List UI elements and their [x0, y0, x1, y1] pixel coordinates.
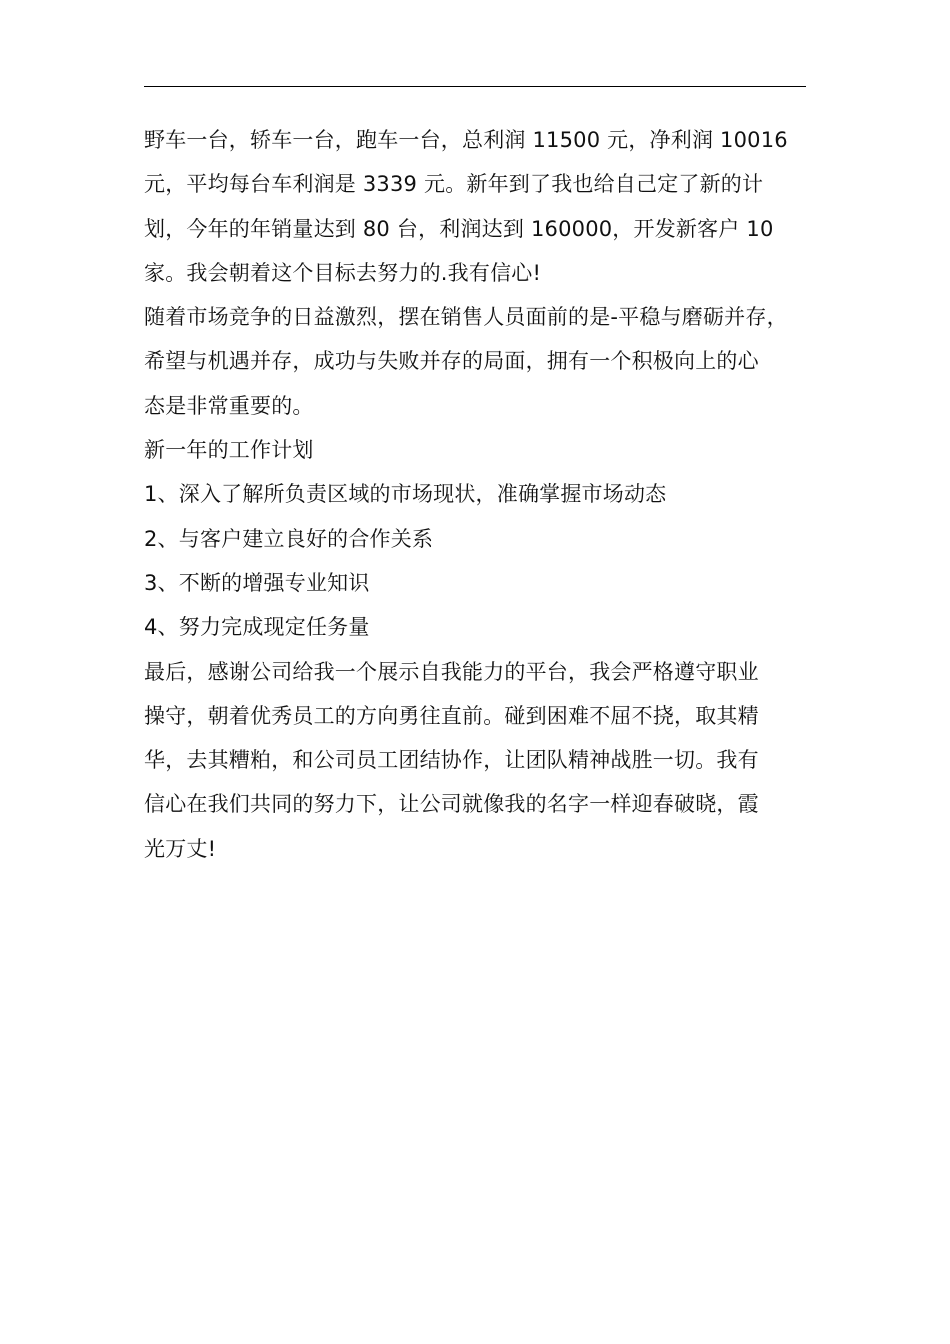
paragraph-line: 元，平均每台车利润是 3339 元。新年到了我也给自己定了新的计: [144, 172, 764, 197]
header-rule: [144, 86, 806, 87]
paragraph-line: 操守，朝着优秀员工的方向勇往直前。碰到困难不屈不挠，取其精: [144, 703, 759, 728]
paragraph-line: 最后，感谢公司给我一个展示自我能力的平台，我会严格遵守职业: [144, 659, 759, 684]
paragraph-line: 家。我会朝着这个目标去努力的.我有信心!: [144, 260, 542, 285]
paragraph-line: 光万丈!: [144, 836, 217, 861]
paragraph-line: 随着市场竞争的日益激烈，摆在销售人员面前的是-平稳与磨砺并存，: [144, 305, 788, 330]
plan-item-1: 1、深入了解所负责区域的市场现状，准确掌握市场动态: [144, 482, 667, 507]
plan-item-4: 4、努力完成现定任务量: [144, 615, 370, 640]
paragraph-line: 信心在我们共同的努力下，让公司就像我的名字一样迎春破晓，霞: [144, 792, 759, 817]
paragraph-line: 划，今年的年销量达到 80 台，利润达到 160000，开发新客户 10: [144, 216, 774, 241]
document-body: [144, 118, 808, 871]
paragraph-line: 态是非常重要的。: [144, 393, 314, 418]
paragraph-line: 华，去其糟粕，和公司员工团结协作，让团队精神战胜一切。我有: [144, 748, 759, 773]
section-heading: 新一年的工作计划: [144, 438, 314, 463]
plan-item-3: 3、不断的增强专业知识: [144, 570, 370, 595]
paragraph-line: 希望与机遇并存，成功与失败并存的局面，拥有一个积极向上的心: [144, 349, 759, 374]
plan-item-2: 2、与客户建立良好的合作关系: [144, 526, 434, 551]
paragraph-line: 野车一台，轿车一台，跑车一台，总利润 11500 元，净利润 10016: [144, 128, 788, 152]
